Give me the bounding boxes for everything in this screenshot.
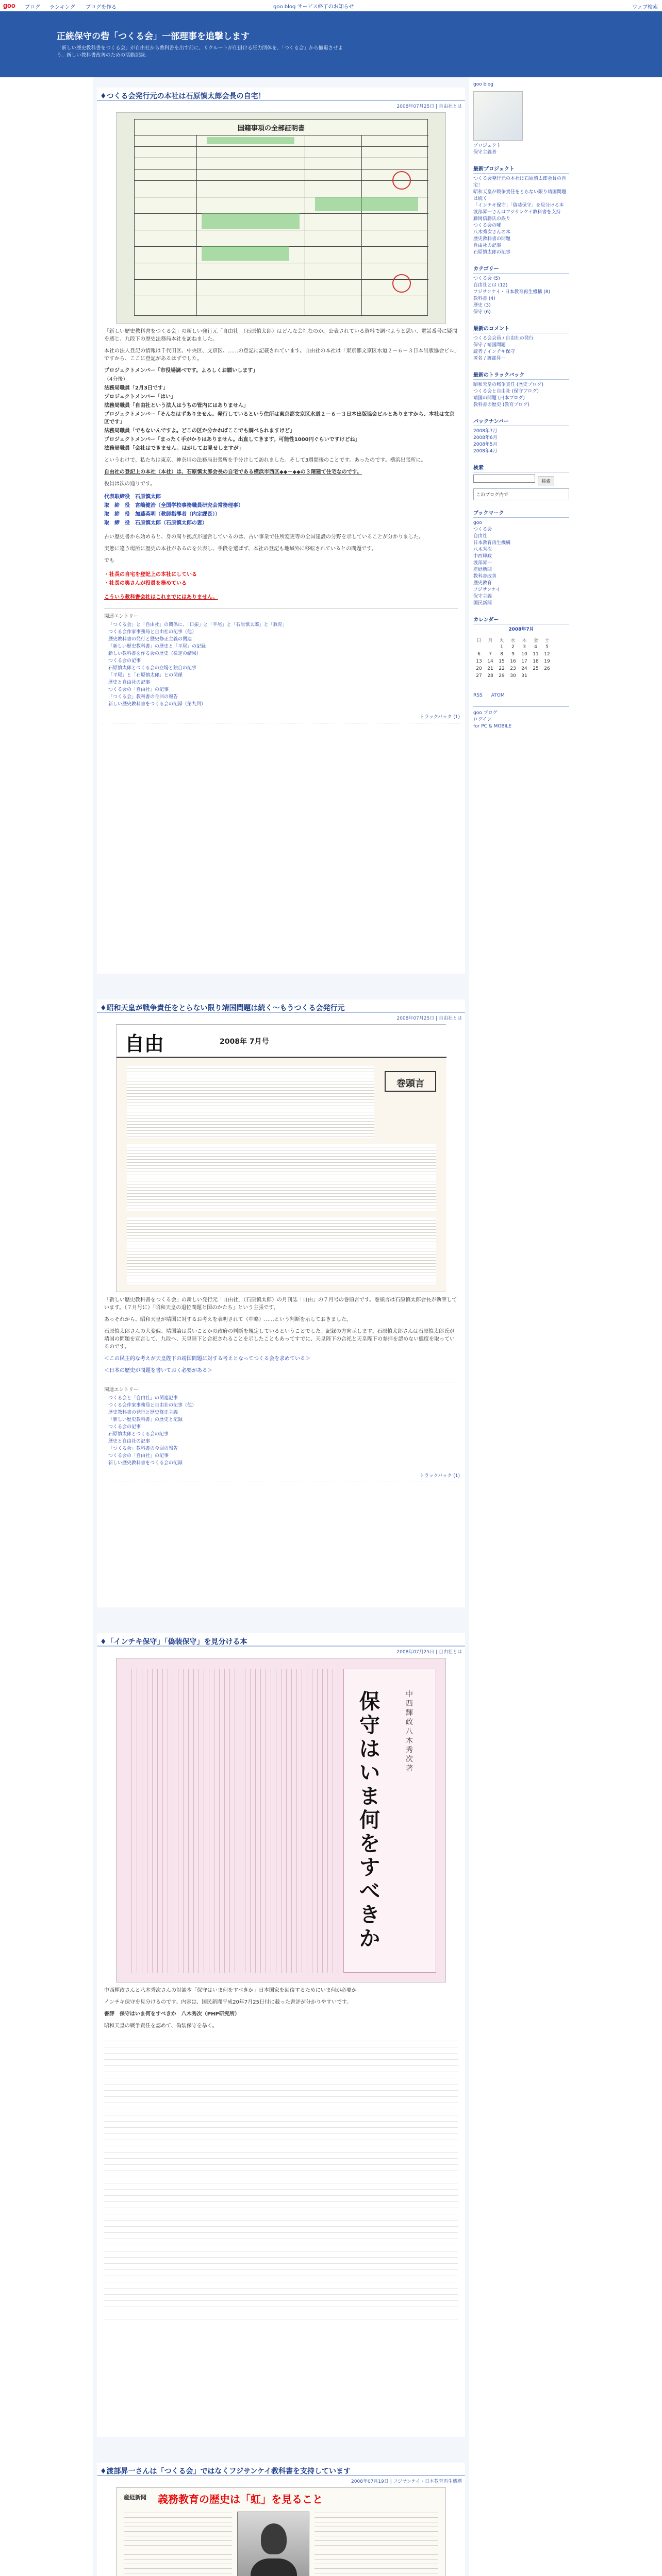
entry-paragraph: でも [104,558,114,564]
recent-entry-link[interactable]: 藤岡信勝氏の誤り [473,216,511,222]
entry-date[interactable]: 2008年07月19日 | フジサンケイ・日本教育再生機構 [351,2479,462,2484]
bookmark-link[interactable]: goo [473,520,482,526]
registry-form [134,119,428,316]
trackback-link[interactable]: 昭和天皇の戦争責任 (歴史ブログ) [473,382,543,387]
footer-mobile-link[interactable]: for PC & MOBILE [473,724,512,729]
officer-line: 代表取締役 石原慎太郎 [104,494,161,500]
entry-paragraph-red: ・社長の自宅を登記上の本社にしている [104,572,197,578]
calendar-day: 8 [500,652,503,657]
calendar-day: 1 [500,645,503,650]
entry-paragraph: 古い歴史書から始めると、身の周り拠点が運営しているのは、古い事業で住所変更等の全国建設の分野を示していることが分かりました。 [104,534,424,540]
entry-paragraph: 昭和天皇の戦争責任を認めて、偽装保守を暴く。 [104,2023,218,2029]
review-body-text [104,2035,458,2324]
related-link[interactable]: つくる会と「自由社」の関連記事 [108,1396,178,1401]
nav-blog[interactable]: ブログ [25,5,40,10]
related-link[interactable]: 「つくる会」教科書の今回の報告 [108,694,178,700]
related-link[interactable]: 歴史教科書の発行と歴史修正主義の関連 [108,637,192,642]
profile-name[interactable]: プロジェクト [473,143,501,148]
calendar-weekday: 火 [499,638,504,643]
officer-line: 取 締 役 加藤英明（教師指導者（内定課長）） [104,512,220,517]
profile-avatar [473,91,523,141]
calendar-day: 3 [523,645,526,650]
calendar-weekday: 土 [544,638,550,643]
calendar-day [530,672,541,680]
calendar-day: 12 [544,652,550,657]
entry-paragraph-blue: ＜この民主的な考えが天皇陛下の靖国問題に対する考えとなってつくる会を求めている＞ [104,1356,310,1362]
entry-paragraph: 中西輝政さんと八木秀次さんの対談本「保守はいま何をすべきか」日本国家を回復するためにいま何が必要か。 [104,1988,362,1993]
nav-create-blog[interactable]: ブログを作る [86,5,117,10]
calendar-title: 2008年7月 [508,627,534,632]
entry-4 [97,2463,465,2576]
entry-paragraph: 法務局職員「会社はできません。はがしてお見せしますが」 [104,446,244,451]
review-text-columns [127,1669,338,1973]
top-nav [0,0,662,11]
entry-paragraph: プロジェクトメンバー「まったく手がかりはありません。出直してきます。可能性1000円ぐらいですけどね」 [104,437,360,443]
related-link[interactable]: 「つくる会」教科書の今回の報告 [108,1446,178,1451]
related-link[interactable]: 石原慎太郎とつくる会の記事 [108,1432,169,1437]
bookmark-link[interactable]: 歴史教育 [473,581,492,586]
calendar-day: 16 [510,659,516,664]
comment-link[interactable]: 匿名 / 渡部昇一 [473,356,506,361]
calendar-day: 15 [499,659,505,664]
entry-2 [97,999,465,1607]
sidebar-heading-bookmarks: ブックマーク [473,507,569,518]
entry-paragraph: 役員は次の通りです。 [104,481,156,487]
entry-title[interactable]: ♦つくる会発行元の本社は石原慎太郎会長の自宅！ [100,92,266,100]
related-list [97,1393,465,1467]
calendar-day: 19 [544,659,550,664]
related-link[interactable]: 石原慎太郎とつくる会の立場と独自の記事 [108,666,196,671]
related-link[interactable]: 歴史と自由社の記事 [108,1439,151,1444]
author-photo [237,2512,309,2576]
sidebar-site-link[interactable]: goo blog [473,82,494,87]
calendar-day: 23 [510,666,516,671]
entry-paragraph: プロジェクトメンバー「はい」 [104,394,176,400]
calendar-day: 18 [533,659,539,664]
recent-entry-link[interactable]: つくる会の嘘 [473,223,502,228]
sidebar-heading-backnumber: バックナンバー [473,416,569,426]
rss-link[interactable]: RSS [473,693,483,698]
magazine-issue: 2008年 7月号 [220,1038,269,1046]
nav-ranking[interactable]: ランキング [49,5,75,10]
related-link[interactable]: 「新しい歴史教科書」の歴史と記録 [108,1417,183,1422]
calendar-day: 4 [534,645,537,650]
trackback-link[interactable]: トラックバック (1) [420,715,460,720]
search-button[interactable]: 検索 [538,477,554,485]
related-link[interactable]: 新しい歴史教科書をつくる会の記録 [108,1461,183,1466]
trackback-link[interactable]: トラックバック (1) [420,1473,460,1479]
recent-entry-link[interactable]: 歴史教科書の問題 [473,236,511,242]
related-link[interactable]: つくる会の記事 [108,658,141,664]
officer-line: 取 締 役 宮嶋健治（全国学校事務職員研究会常務理事） [104,503,243,509]
calendar-day: 30 [510,673,516,679]
registry-document-image[interactable] [116,112,446,324]
entry-paragraph: 法務局職員「2月3日です」 [104,385,168,391]
bookmark-link[interactable]: つくる会 [473,527,492,532]
trackback-link[interactable]: 教科書の歴史 (教育ブログ) [473,402,529,408]
calendar-day: 28 [487,673,493,679]
search-input[interactable] [473,474,535,483]
related-link[interactable]: 新しい教科書を作る会の歴史（検定の結果） [108,651,202,656]
calendar-weekday: 日 [476,638,482,643]
recent-entry-link[interactable]: 自由社の記事 [473,243,502,248]
calendar-day: 22 [499,666,505,671]
calendar-day: 5 [545,645,549,650]
related-link[interactable]: 新しい歴史教科書をつくる会の記録（第九回） [108,702,206,707]
related-link[interactable]: 「新しい歴史教科書」の歴史と「平尾」の記録 [108,644,206,649]
comment-link[interactable]: 読者 / インチキ保守 [473,349,515,354]
footer-blog-link[interactable]: goo ブログ [473,710,498,716]
recent-entry-link[interactable]: 「インチキ保守」「偽装保守」を見分ける本 [473,203,564,208]
calendar [473,636,553,680]
recent-entry-link[interactable]: 石原慎太郎の記事 [473,250,511,255]
entry-3 [97,1633,465,2437]
backnumber-link[interactable]: 2008年4月 [473,449,498,454]
calendar-day: 7 [489,652,492,657]
entry-paragraph-red: こういう教科書会社はこれまでにはありません。 [104,595,218,600]
blog-description: 「新しい歴史教科書をつくる会」が自由社から教科書を出す前に、リクルートが仕掛ける圧力団体を、「つくる会」から撤退させよう。新しい教科書改善のための活動記録。 [57,45,343,58]
related-link[interactable]: つくる会作家事務局と自由社の記事（他） [108,1403,197,1408]
officer-line: 取 締 役 石原慎太郎（石原慎太郎の妻） [104,520,207,526]
calendar-day: 26 [544,666,550,671]
entry-paragraph: 実態に違う場所に歴史の本社があるのを公表し、手段を選ばず、本社の登記も地域外に移転されているとの問題です。 [104,546,377,552]
magazine-page-image[interactable] [116,1024,446,1292]
calendar-day [485,643,496,651]
backnumber-link[interactable]: 2008年7月 [473,429,498,434]
calendar-day: 2 [511,645,515,650]
entry-date[interactable]: 2008年07月25日 | 自由社とは [396,104,462,109]
bookmark-link[interactable]: 自由社 [473,534,488,539]
related-list [97,619,465,708]
category-link[interactable]: 自由社とは (12) [473,283,508,288]
magazine-title: 自由 [125,1032,164,1055]
related-title: 関連エントリー [104,1387,139,1393]
bookmark-link[interactable]: 八木秀次 [473,547,492,552]
entry-title[interactable]: ♦渡部昇一さんは「つくる会」ではなくフジサンケイ教科書を支持しています [100,2467,351,2476]
bookmark-link[interactable]: 教科書改善 [473,574,497,579]
entry-paragraph: （4分後） [104,377,128,382]
related-link[interactable]: つくる会の「自由社」の記事 [108,1453,169,1459]
comment-link[interactable]: 保守 / 靖国問題 [473,343,506,348]
entry-paragraph: インチキ保守を見分けるのです。内容は、国民新聞平成20年7月25日付に載った書評が分かりやすいです。 [104,1999,352,2005]
profile-sub: 保守主義者 [473,150,497,155]
entry-paragraph: 法務局職員「自由社という法人はうちの管内にはありません」 [104,403,249,409]
calendar-weekday: 木 [522,638,527,643]
entry-paragraph-red: ・社長の奥さんが役員を務めている [104,581,187,586]
category-link[interactable]: つくる会 (5) [473,276,500,281]
calendar-day: 21 [487,666,493,671]
related-link[interactable]: つくる会作家事務局と自由社の記事（他） [108,630,197,635]
entry-paragraph: プロジェクトメンバー「そんなはずありません。発行しているという住所は東京都文京区水道２－６－３日本出版協会ビルとありますから、本社は文京区です」 [104,412,455,425]
form-heading: 国籍事項の全部証明書 [238,125,305,132]
related-link[interactable]: 歴史と自由社の記事 [108,680,151,685]
calendar-day: 14 [487,659,493,664]
sidebar-heading-calendar: カレンダー [473,614,569,624]
recent-entry-link[interactable]: つくる会発行元の本社は石原慎太郎会長の自宅！ [473,176,567,188]
search-scope-select[interactable]: このブログ内で [473,488,569,500]
calendar-day [473,643,485,651]
backnumber-link[interactable]: 2008年6月 [473,435,498,440]
service-end-notice[interactable]: goo blog サービス終了のお知らせ [273,4,354,10]
entry-paragraph: 「新しい歴史教科書をつくる会」の新しい発行元「自由社」（石原慎太郎）はどんな会社なのか。公表されている資料で調べようと思い、電話番号に疑問を感じ、九段下の歴史法務局本社を訪ねました。 [104,329,457,342]
recent-entry-link[interactable]: 渡部昇一さんはフジサンケイ教科書を支持 [473,210,561,215]
calendar-day: 31 [521,673,527,679]
entry-paragraph: プロジェクトメンバー「市役場調べです。よろしくお願いします」 [104,368,258,374]
calendar-day: 20 [476,666,482,671]
trackback-link[interactable]: つくる会と自由社 (保守ブログ) [473,389,539,394]
entry-1 [97,88,465,974]
calendar-day: 25 [533,666,539,671]
bookmark-link[interactable]: 国民新聞 [473,601,492,606]
entry-title[interactable]: ♦昭和天皇が戦争責任をとらない限り靖国問題は続く～もうつくる会発行元 [100,1004,345,1012]
clipping-headline: 義務教育の歴史は「虹」を見ること [158,2493,323,2505]
related-link[interactable]: つくる会の記事 [108,1425,141,1430]
main-column [93,77,469,2576]
calendar-day: 6 [477,652,481,657]
bookmark-link[interactable]: 渡部昇一 [473,561,492,566]
sidebar-heading-search: 検索 [473,462,569,472]
calendar-weekday: 水 [510,638,516,643]
entry-date[interactable]: 2008年07月25日 | 自由社とは [396,1016,462,1021]
calendar-day: 9 [511,652,515,657]
bookmark-link[interactable]: 日本教育再生機構 [473,540,511,546]
category-link[interactable]: 保守 (6) [473,310,491,315]
entry-title[interactable]: ♦「インチキ保守」「偽装保守」を見分ける本 [100,1638,247,1646]
entry-paragraph: 法務局職員「でもないんですよ。どこの区か分かればここでも調べられますけど」 [104,428,295,434]
calendar-day: 29 [499,673,505,679]
sidebar [473,77,569,2576]
bookmark-link[interactable]: フジサンケイ [473,587,501,592]
footer-login-link[interactable]: ログイン [473,717,492,722]
goo-logo[interactable]: goo [3,2,21,10]
category-link[interactable]: 教科書 (4) [473,296,495,301]
comment-link[interactable]: つくる会会員 / 自由社の発行 [473,336,534,341]
newspaper-clipping-image[interactable] [116,2487,446,2576]
calendar-day: 17 [521,659,527,664]
related-title: 関連エントリー [104,614,139,619]
calendar-day: 24 [521,666,527,671]
entry-paragraph: というわけで、私たちは東京、神奈川の法務局出張所を手分けして訪れました。そして3週間後のことです。あったのです。横浜出張所に。 [104,457,426,463]
calendar-day [541,672,553,680]
bookmark-link[interactable]: 産経新聞 [473,567,492,572]
review-headline-panel [343,1669,436,1973]
bookmark-link[interactable]: 保守主義 [473,594,492,599]
entry-paragraph: 「新しい歴史教科書をつくる会」の新しい発行元「自由社」（石原慎太郎）の月刊誌「自由」の７月号の巻頭言です。巻頭言は石原慎太郎会長が執筆しています。（７月号に）「昭和天皇の退位問題と国のかたち」という主張です。 [104,1297,457,1311]
review-headline: 保守はいま何をすべきか [359,1689,380,1951]
related-link[interactable]: 「平尾」と「石原慎太郎」との関係 [108,673,183,678]
category-link[interactable]: 歴史 (3) [473,303,491,308]
sidebar-heading-trackbacks: 最新のトラックバック [473,369,569,380]
blog-header [0,11,662,77]
bookmark-link[interactable]: 中西輝政 [473,554,492,559]
calendar-day: 13 [476,659,482,664]
backnumber-link[interactable]: 2008年5月 [473,442,498,447]
editorial-heading: 巻頭言 [385,1071,436,1092]
related-link[interactable]: つくる会の「自由社」の記事 [108,687,169,692]
calendar-weekday: 月 [488,638,493,643]
sidebar-heading-category: カテゴリー [473,263,569,274]
related-link[interactable]: 「つくる会」と「自由社」の関係に、「口振」と「平尾」と「石原慎太郎」と「教育」 [108,622,287,628]
trackback-link[interactable]: 靖国の問題 (日本ブログ) [473,396,525,401]
entry-paragraph: 本社の法人登記の情報は千代田区、中央区、文京区、……の登記に記載されています。自由社の本社は「東京都文京区水道２－６－３日本出版協会ビル」ですから、ここに登記があるはずでした。 [104,348,457,362]
recent-entry-link[interactable]: 昭和天皇が戦争責任をとらない限り靖国問題は続く [473,190,567,201]
recent-entry-link[interactable]: 八木秀次さんの本 [473,230,511,235]
entry-paragraph-key: 自由社の登記上の本社（本社）は、石原慎太郎会長の自宅である横浜市西区◆◆－◆◆の３階建て住宅なのです。 [104,469,362,475]
entry-paragraph: 石原慎太郎さんの大変偏、靖国論は長いことかの政府の判断を規定しているということでした。記録の方向示します。石原慎太郎さんは石原慎太郎氏が靖国の問題を宣言して、九段へ、天皇陛下と合祀されることを示したこともあってすでに、天皇陛下の合祀と天皇陛下の参拝を認めない態度を取っているのです。 [104,1329,455,1350]
atom-link[interactable]: ATOM [491,693,505,698]
calendar-day: 10 [521,652,527,657]
review-authors: 中西輝政 八木秀次著 [406,1690,413,1773]
entry-paragraph-blue: ＜日本の歴史が問題を書いておく必要がある＞ [104,1368,212,1374]
calendar-weekday: 金 [533,638,538,643]
clipping-paper-name: 産経新聞 [124,2494,146,2501]
entry-date[interactable]: 2008年07月25日 | 自由社とは [396,1650,462,1655]
book-review-image[interactable] [116,1658,446,1982]
calendar-day: 11 [533,652,539,657]
entry-paragraph: あっそれから、昭和天皇が靖国に対するお考えを表明されて（中略）……という判断を示しておきました。 [104,1317,352,1323]
calendar-day: 27 [476,673,482,679]
category-link[interactable]: フジサンケイ・日本教育再生機構 (8) [473,290,550,295]
blog-title[interactable]: 正統保守の砦「つくる会」一部理事を追撃します [57,31,250,41]
related-link[interactable]: 歴史教科書の発行と歴史修正主義 [108,1410,178,1415]
web-search-link[interactable]: ウェブ検索 [632,5,658,10]
sidebar-heading-recent: 最新プロジェクト [473,163,569,174]
sidebar-heading-comments: 最新のコメント [473,323,569,333]
entry-paragraph: 書評 保守はいま何をすべきか 八木秀次（PHP研究所） [104,2011,240,2017]
